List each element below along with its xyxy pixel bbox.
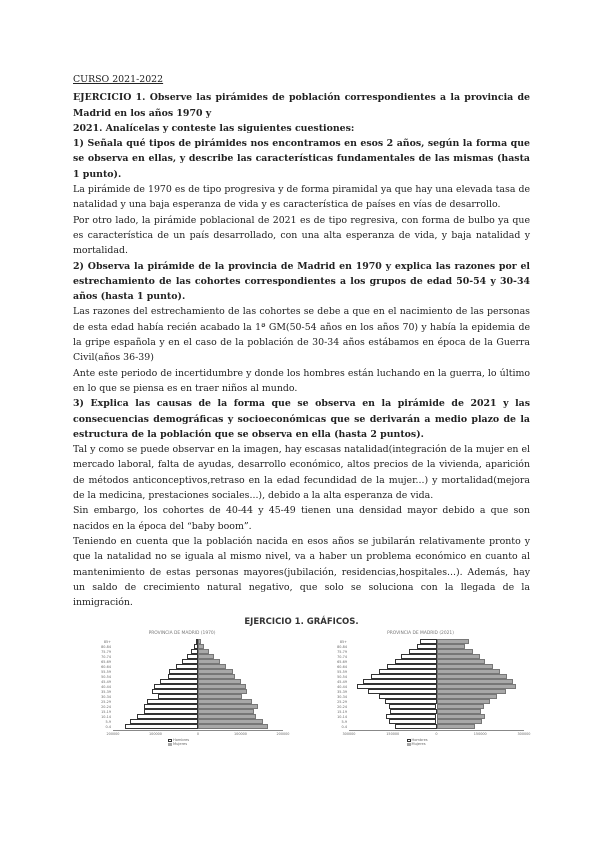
pyr1970-tick-label: 200000 [276, 732, 290, 736]
course-header: CURSO 2021-2022 [73, 74, 164, 85]
question-3: 3) Explica las causas de la forma que se observa en la pirámide de 2021 y las consecuencias demográficas y socioeconómicas que se derivarán a medio plazo de la estructura de la población que se observa en ella (hasta 2 puntos). [73, 398, 530, 440]
answer-3-paragraph-1: Tal y como se puede observar en la imagen, hay escasas natalidad(integración de la mujer en el mercado laboral, falta de ayudas, desarrollo económico, altos precios de la vivienda, aparición de métodos anticonceptivos,retraso en la edad fecundidad de la mujer...) y mortalidad(mejora de la medicina, prestaciones sociales...), debido a la alta esperanza de vida. [73, 444, 530, 502]
pyr2021-age-label: 70-74 [337, 654, 347, 659]
pyramid-2021-title: PROVINCIA DE MADRID (2021) [387, 631, 454, 636]
pyr1970-age-label: 20-24 [101, 704, 111, 709]
figure-title: EJERCICIO 1. GRÁFICOS. [244, 617, 359, 627]
pyr2021-age-label: 80-84 [337, 644, 347, 649]
pyr2021-tick-label: 150000 [473, 732, 487, 736]
pyr2021-age-label: 40-44 [337, 684, 347, 689]
pyr2021-age-label: 35-39 [337, 689, 347, 694]
pyr2021-x-axis [349, 730, 524, 731]
pyr2021-legend-female: Mujeres [411, 742, 426, 746]
pyr1970-age-label: 60-64 [101, 664, 111, 669]
pyr2021-tick-label: 0 [435, 732, 438, 736]
pyr2021-legend-male: Hombres [411, 738, 428, 742]
pyr1970-age-label: 70-74 [101, 654, 111, 659]
answer-1-paragraph-2: Por otro lado, la pirámide poblacional de 2021 es de tipo regresiva, con forma de bulbo ya que es característica de un país desarrollado, con una alta esperanza de vida, y baja natalidad y mortalidad. [73, 214, 530, 257]
pyr1970-age-label: 10-14 [101, 714, 111, 719]
pyr2021-age-label: 30-34 [337, 694, 347, 699]
answer-3-paragraph-3: Teniendo en cuenta que la población nacida en esos años se jubilarán relativamente pronto y que la natalidad no se iguala al mismo nivel, va a haber un problema económico en cuanto al mantenimiento de estas personas mayores(jubilación, residencias,hospitales...). Además, hay un saldo de crecimiento natural negativo, que solo se soluciona con la llegada de la inmigración. [73, 535, 530, 609]
answer-3-paragraph-2: Sin embargo, los cohortes de 40-44 y 45-49 tienen una densidad mayor debido a que son nacidos en la época del “baby boom”. [73, 505, 530, 532]
pyr1970-age-label: 85+ [103, 639, 111, 644]
pyr1970-legend-female: Mujeres [173, 742, 188, 746]
population-pyramids-figure [73, 613, 530, 745]
pyr1970-male-bar [125, 724, 198, 729]
answer-2-paragraph-2: Ante este periodo de incertidumbre y donde los hombres están luchando en la guerra, lo último en lo que se piensa es en traer niños al mundo. [73, 367, 530, 394]
pyr2021-age-label: 45-49 [337, 679, 347, 684]
pyramid-1970 [77, 631, 290, 746]
pyr1970-tick-label: 200000 [106, 732, 120, 736]
pyr1970-legend [168, 738, 189, 746]
pyr1970-age-label: 30-34 [101, 694, 111, 699]
answer-1-paragraph-1: La pirámide de 1970 es de tipo progresiva y de forma piramidal ya que hay una elevada tasa de natalidad y una baja esperanza de vida y es característica de países en vías de desarrollo. [73, 184, 530, 211]
document-body [73, 72, 530, 610]
pyr2021-age-label: 65-69 [337, 659, 347, 664]
pyramid-2021 [313, 631, 531, 746]
pyramid-1970-title: PROVINCIA DE MADRID (1970) [148, 631, 216, 636]
pyr1970-legend-male: Hombres [173, 738, 190, 742]
pyr2021-legend [407, 738, 428, 746]
pyr1970-age-label: 75-79 [101, 649, 111, 654]
pyr2021-age-label: 50-54 [337, 674, 347, 679]
pyr2021-age-label: 0-4 [341, 724, 347, 729]
pyr2021-female-bar [437, 724, 476, 729]
pyr1970-age-label: 45-49 [101, 679, 111, 684]
pyr2021-age-label: 5-9 [341, 719, 347, 724]
pyr1970-age-label: 0-4 [105, 724, 111, 729]
pyr1970-tick-label: 100000 [234, 732, 247, 736]
answer-2-paragraph-1: Las razones del estrechamiento de las cohortes se debe a que en el nacimiento de las personas de esta edad había recién acabado la 1ª GM(50-54 años en los años 70) y había la epidemia de la gripe española y en el caso de la población de 30-34 años estábamos en época de la Guerra Civil(años 36-39) [73, 306, 530, 364]
pyr1970-age-label: 25-29 [101, 699, 111, 704]
pyr1970-age-label: 5-9 [105, 719, 111, 724]
pyr2021-tick-label: 300000 [517, 732, 531, 736]
pyr2021-male-bar [395, 724, 436, 729]
pyr2021-age-label: 25-29 [337, 699, 347, 704]
pyr2021-tick-label: 300000 [342, 732, 356, 736]
pyr1970-age-label: 35-39 [101, 689, 111, 694]
pyr2021-age-label: 85+ [339, 639, 347, 644]
pyr1970-age-label: 55-59 [101, 669, 111, 674]
question-2: 2) Observa la pirámide de la provincia de Madrid en 1970 y explica las razones por el estrechamiento de las cohortes correspondientes a los grupos de edad 50-54 y 30-34 años (hasta 1 punto). [73, 260, 530, 303]
pyr1970-female-bar [198, 724, 268, 729]
pyr2021-age-label: 10-14 [337, 714, 347, 719]
pyr1970-tick-label: 0 [196, 732, 200, 736]
pyr2021-age-label: 20-24 [337, 704, 347, 709]
pyr2021-age-label: 75-79 [337, 649, 347, 654]
pyr1970-age-label: 80-84 [101, 644, 111, 649]
pyr1970-age-label: 50-54 [101, 674, 111, 679]
pyr1970-tick-label: 100000 [149, 732, 162, 736]
question-1: 1) Señala qué tipos de pirámides nos encontramos en esos 2 años, según la forma que se observa en ellas, y describe las características fundamentales de las mismas (hasta 1 punto). [73, 138, 530, 180]
pyr2021-age-label: 15-19 [337, 709, 347, 714]
pyr2021-age-label: 60-64 [337, 664, 347, 669]
pyr1970-age-label: 40-44 [101, 684, 111, 689]
pyr1970-age-label: 15-19 [101, 709, 111, 714]
pyr1970-x-axis [113, 730, 283, 731]
exercise-title: EJERCICIO 1. Observe las pirámides de población correspondientes a la provincia de Madrid en los años 1970 y 2021. Analícelas y conteste las siguientes cuestiones: [73, 92, 530, 134]
pyr2021-tick-label: 150000 [386, 732, 400, 736]
pyr2021-age-label: 55-59 [337, 669, 347, 674]
pyr1970-age-label: 65-69 [101, 659, 111, 664]
